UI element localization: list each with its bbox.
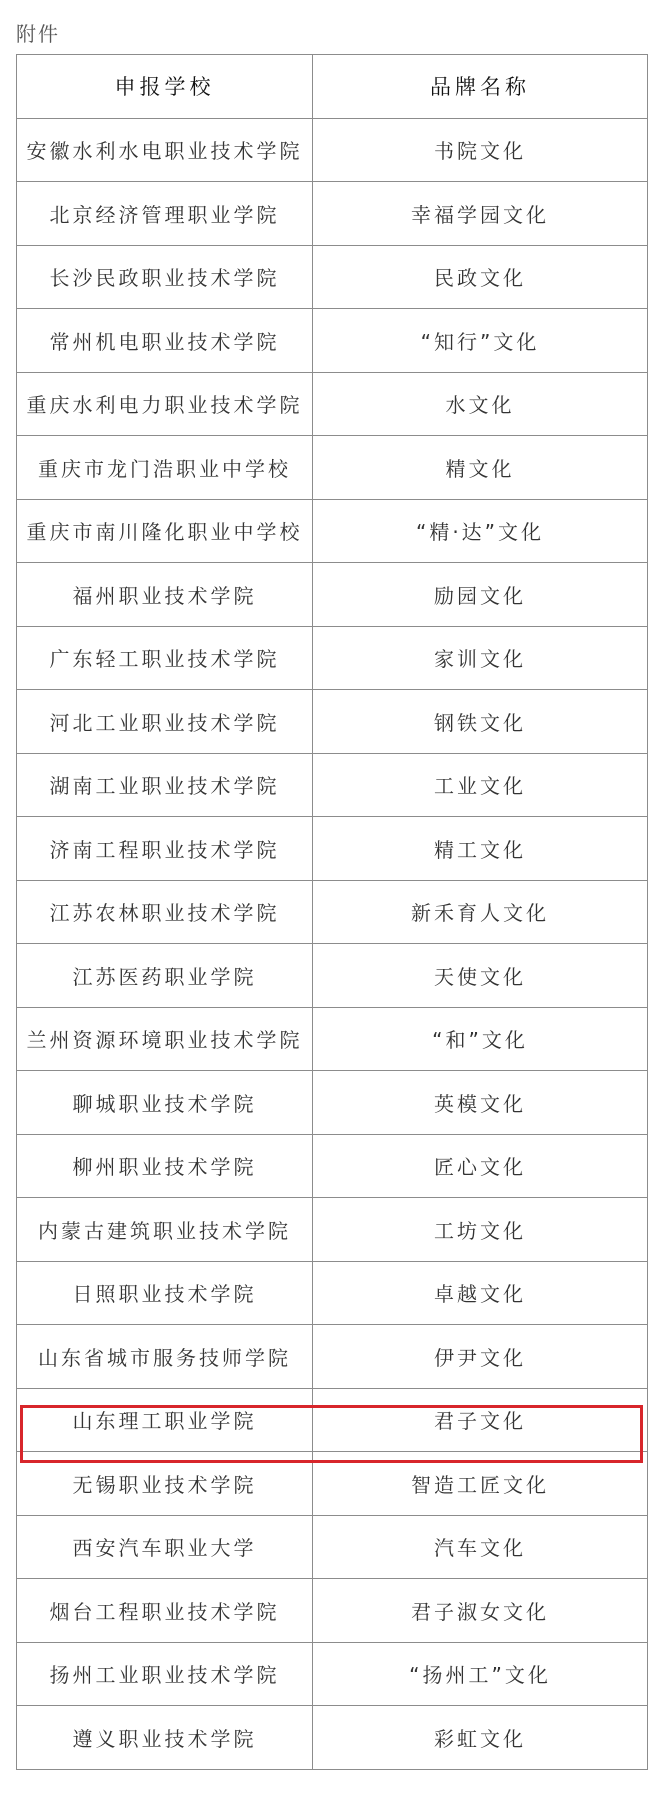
brand-cell: 水文化 xyxy=(313,372,648,436)
brand-cell: 卓越文化 xyxy=(313,1261,648,1325)
brand-cell: 彩虹文化 xyxy=(313,1706,648,1770)
table-row xyxy=(17,245,648,309)
brand-cell: 家训文化 xyxy=(313,626,648,690)
brand-cell: 天使文化 xyxy=(313,944,648,1008)
brand-cell: 君子文化 xyxy=(313,1388,648,1452)
school-cell: 湖南工业职业技术学院 xyxy=(17,753,313,817)
brand-cell: 钢铁文化 xyxy=(313,690,648,754)
brand-cell: 新禾育人文化 xyxy=(313,880,648,944)
brand-cell: “知行”文化 xyxy=(313,309,648,373)
school-cell: 常州机电职业技术学院 xyxy=(17,309,313,373)
table-row xyxy=(17,1515,648,1579)
school-cell: 内蒙古建筑职业技术学院 xyxy=(17,1198,313,1262)
school-cell: 山东理工职业学院 xyxy=(17,1388,313,1452)
table-row xyxy=(17,753,648,817)
school-cell: 河北工业职业技术学院 xyxy=(17,690,313,754)
brand-cell: 君子淑女文化 xyxy=(313,1579,648,1643)
brand-cell: “和”文化 xyxy=(313,1007,648,1071)
table-row xyxy=(17,309,648,373)
table-row xyxy=(17,436,648,500)
school-brand-table-container xyxy=(16,54,647,1770)
brand-cell: 汽车文化 xyxy=(313,1515,648,1579)
table-row xyxy=(17,1452,648,1516)
table-row xyxy=(17,1134,648,1198)
school-cell: 重庆市南川隆化职业中学校 xyxy=(17,499,313,563)
table-row xyxy=(17,1325,648,1389)
school-cell: 遵义职业技术学院 xyxy=(17,1706,313,1770)
school-cell: 济南工程职业技术学院 xyxy=(17,817,313,881)
school-cell: 柳州职业技术学院 xyxy=(17,1134,313,1198)
school-cell: 长沙民政职业技术学院 xyxy=(17,245,313,309)
brand-cell: 精文化 xyxy=(313,436,648,500)
table-row xyxy=(17,880,648,944)
table-row xyxy=(17,626,648,690)
attachment-label: 附件 xyxy=(16,22,60,46)
table-row xyxy=(17,1706,648,1770)
table-row xyxy=(17,563,648,627)
table-row xyxy=(17,182,648,246)
table-row xyxy=(17,1198,648,1262)
school-cell: 江苏农林职业技术学院 xyxy=(17,880,313,944)
table-row xyxy=(17,690,648,754)
school-cell: 西安汽车职业大学 xyxy=(17,1515,313,1579)
table-row-highlighted xyxy=(17,1388,648,1452)
school-cell: 北京经济管理职业学院 xyxy=(17,182,313,246)
school-brand-table xyxy=(16,54,648,1770)
school-cell: 扬州工业职业技术学院 xyxy=(17,1642,313,1706)
school-cell: 福州职业技术学院 xyxy=(17,563,313,627)
brand-cell: “精·达”文化 xyxy=(313,499,648,563)
brand-cell: “扬州工”文化 xyxy=(313,1642,648,1706)
school-cell: 重庆水利电力职业技术学院 xyxy=(17,372,313,436)
table-row xyxy=(17,372,648,436)
brand-cell: 精工文化 xyxy=(313,817,648,881)
school-cell: 日照职业技术学院 xyxy=(17,1261,313,1325)
table-row xyxy=(17,1642,648,1706)
table-row xyxy=(17,1007,648,1071)
brand-cell: 伊尹文化 xyxy=(313,1325,648,1389)
brand-cell: 工业文化 xyxy=(313,753,648,817)
school-cell: 兰州资源环境职业技术学院 xyxy=(17,1007,313,1071)
brand-cell: 英模文化 xyxy=(313,1071,648,1135)
table-header-row xyxy=(17,55,648,119)
brand-cell: 幸福学园文化 xyxy=(313,182,648,246)
table-row xyxy=(17,1261,648,1325)
brand-cell: 民政文化 xyxy=(313,245,648,309)
table-row xyxy=(17,1579,648,1643)
header-school: 申报学校 xyxy=(17,55,313,119)
school-cell: 广东轻工职业技术学院 xyxy=(17,626,313,690)
brand-cell: 智造工匠文化 xyxy=(313,1452,648,1516)
table-row xyxy=(17,1071,648,1135)
table-row xyxy=(17,817,648,881)
school-cell: 江苏医药职业学院 xyxy=(17,944,313,1008)
brand-cell: 书院文化 xyxy=(313,118,648,182)
school-cell: 聊城职业技术学院 xyxy=(17,1071,313,1135)
school-cell: 无锡职业技术学院 xyxy=(17,1452,313,1516)
school-cell: 安徽水利水电职业技术学院 xyxy=(17,118,313,182)
brand-cell: 励园文化 xyxy=(313,563,648,627)
brand-cell: 工坊文化 xyxy=(313,1198,648,1262)
brand-cell: 匠心文化 xyxy=(313,1134,648,1198)
school-cell: 烟台工程职业技术学院 xyxy=(17,1579,313,1643)
table-row xyxy=(17,118,648,182)
school-cell: 山东省城市服务技师学院 xyxy=(17,1325,313,1389)
table-row xyxy=(17,499,648,563)
school-cell: 重庆市龙门浩职业中学校 xyxy=(17,436,313,500)
table-row xyxy=(17,944,648,1008)
header-brand: 品牌名称 xyxy=(313,55,648,119)
